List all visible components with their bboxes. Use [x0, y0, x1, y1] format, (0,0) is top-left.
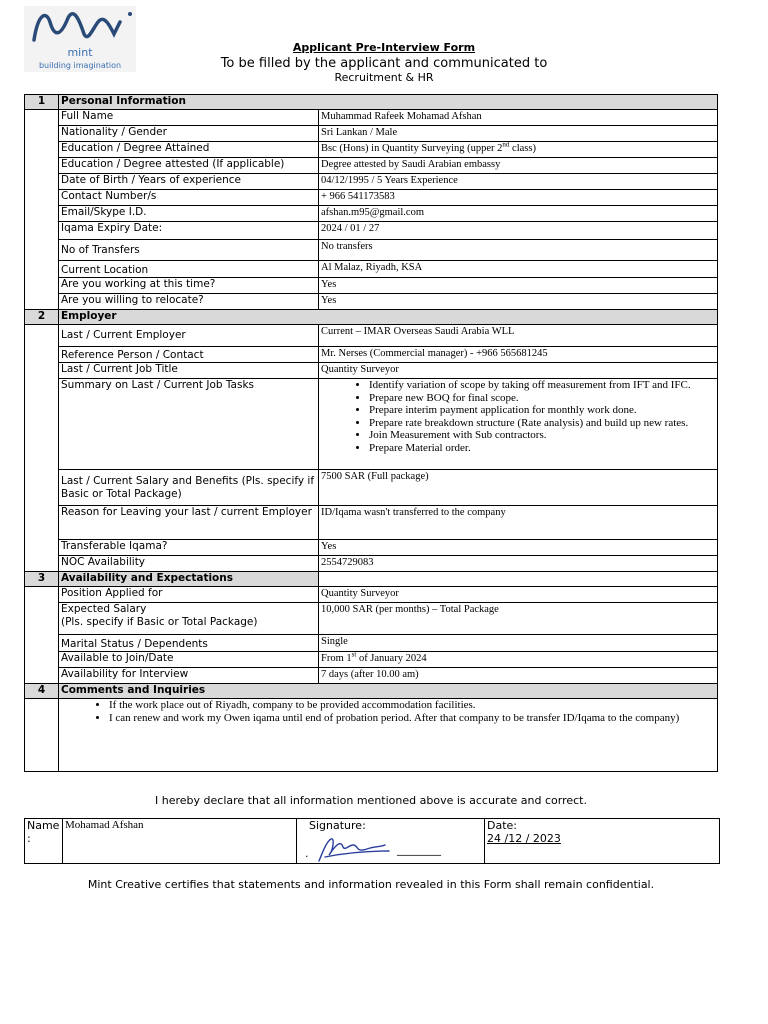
logo-tagline: building imagination — [38, 61, 122, 70]
row-join — [25, 652, 718, 668]
date-label: Date: — [487, 819, 517, 832]
company-logo — [24, 6, 136, 72]
date-cell — [485, 819, 720, 864]
value-salary[interactable]: 7500 SAR (Full package) — [319, 470, 718, 506]
list-item: • Join Measurement with Sub contractors. — [369, 429, 715, 442]
row-noc — [25, 556, 718, 572]
logo-name: mint — [67, 46, 93, 59]
row-relocate — [25, 294, 718, 310]
value-marital[interactable]: Single — [319, 635, 718, 652]
label-reason: Reason for Leaving your last / current Employer — [59, 506, 319, 540]
value-reason[interactable]: ID/Iqama wasn't transferred to the company — [319, 506, 718, 540]
value-position[interactable]: Quantity Surveyor — [319, 587, 718, 603]
value-interview[interactable]: 7 days (after 10.00 am) — [319, 668, 718, 684]
row-salary — [25, 470, 718, 506]
value-working[interactable]: Yes — [319, 278, 718, 294]
list-item: • Prepare Material order. — [369, 442, 715, 455]
form-subtitle-2: Recruitment & HR — [334, 71, 434, 84]
name-colon: : — [27, 832, 31, 845]
value-location[interactable]: Al Malaz, Riyadh, KSA — [319, 261, 718, 278]
label-email: Email/Skype I.D. — [59, 206, 319, 222]
value-job-title[interactable]: Quantity Surveyor — [319, 363, 718, 379]
label-last-employer: Last / Current Employer — [59, 325, 319, 347]
label-noc: NOC Availability — [59, 556, 319, 572]
label-interview: Availability for Interview — [59, 668, 319, 684]
value-transferable[interactable]: Yes — [319, 540, 718, 556]
label-position: Position Applied for — [59, 587, 319, 603]
list-item: • Prepare interim payment application for monthly work done. — [369, 404, 715, 417]
name-value[interactable]: Mohamad Afshan — [63, 819, 297, 864]
label-nationality: Nationality / Gender — [59, 126, 319, 142]
section-title: Employer — [59, 310, 718, 325]
section-employer-header — [25, 310, 718, 325]
label-salary: Last / Current Salary and Benefits (Pls. specify if Basic or Total Package) — [59, 470, 319, 506]
section-title: Comments and Inquiries — [59, 684, 718, 699]
row-job-tasks — [25, 379, 718, 470]
value-iqama-expiry[interactable]: 2024 / 01 / 27 — [319, 222, 718, 240]
form-title: Applicant Pre-Interview Form — [292, 41, 476, 54]
value-dob[interactable]: 04/12/1995 / 5 Years Experience — [319, 174, 718, 190]
section-personal-header — [25, 95, 718, 110]
value-transfers[interactable]: No transfers — [319, 240, 718, 261]
label-expected-salary — [59, 603, 319, 635]
value-degree-attested[interactable]: Degree attested by Saudi Arabian embassy — [319, 158, 718, 174]
section-availability-header — [25, 572, 718, 587]
row-nationality — [25, 126, 718, 142]
confidentiality-text: Mint Creative certifies that statements and information revealed in this Form shall remain confidential. — [87, 878, 655, 891]
value-job-tasks[interactable] — [319, 379, 718, 470]
section-number: 1 — [25, 95, 59, 110]
list-item: • Identify variation of scope by taking off measurement from IFT and IFC. — [369, 379, 715, 392]
value-noc[interactable]: 2554729083 — [319, 556, 718, 572]
value-email[interactable]: afshan.m95@gmail.com — [319, 206, 718, 222]
list-item: • Prepare rate breakdown structure (Rate analysis) and build up new rates. — [369, 417, 715, 430]
pre-interview-form-table — [24, 94, 718, 772]
row-iqama-expiry — [25, 222, 718, 240]
row-email — [25, 206, 718, 222]
value-relocate[interactable]: Yes — [319, 294, 718, 310]
label-expected-salary-line1: Expected Salary — [61, 603, 147, 615]
label-reference: Reference Person / Contact — [59, 347, 319, 363]
label-dob: Date of Birth / Years of experience — [59, 174, 319, 190]
value-join-main: From 1 — [321, 653, 352, 664]
row-interview — [25, 668, 718, 684]
value-join-tail: of January 2024 — [356, 653, 427, 664]
form-subtitle: To be filled by the applicant and communicated to — [220, 56, 548, 71]
row-education — [25, 142, 718, 158]
value-full-name[interactable]: Muhammad Rafeek Mohamad Afshan — [319, 110, 718, 126]
section-title: Availability and Expectations — [59, 572, 319, 587]
label-degree-attested: Education / Degree attested (If applicable) — [59, 158, 319, 174]
section-title: Personal Information — [59, 95, 718, 110]
row-expected-salary — [25, 603, 718, 635]
value-education-main: Bsc (Hons) in Quantity Surveying (upper 2 — [321, 143, 503, 154]
name-label-cell — [25, 819, 63, 864]
row-working — [25, 278, 718, 294]
row-marital — [25, 635, 718, 652]
handwritten-signature-icon — [315, 833, 395, 863]
row-last-employer — [25, 325, 718, 347]
row-position — [25, 587, 718, 603]
row-contact — [25, 190, 718, 206]
row-dob — [25, 174, 718, 190]
label-join: Available to Join/Date — [59, 652, 319, 668]
row-degree-attested — [25, 158, 718, 174]
label-job-tasks: Summary on Last / Current Job Tasks — [59, 379, 319, 470]
value-comments[interactable] — [59, 699, 718, 772]
declaration-text: I hereby declare that all information mentioned above is accurate and correct. — [155, 794, 587, 807]
signature-line: ________ — [397, 843, 441, 856]
value-nationality[interactable]: Sri Lankan / Male — [319, 126, 718, 142]
value-reference[interactable]: Mr. Nerses (Commercial manager) - +966 565681245 — [319, 347, 718, 363]
label-expected-salary-line2: (Pls. specify if Basic or Total Package) — [61, 616, 258, 628]
label-job-title: Last / Current Job Title — [59, 363, 319, 379]
date-value[interactable]: 24 /12 / 2023 — [487, 832, 561, 845]
list-item: • If the work place out of Riyadh, company to be provided accommodation facilities. — [109, 699, 715, 712]
section-number: 3 — [25, 572, 59, 587]
signature-cell[interactable] — [297, 819, 485, 864]
comments-list — [61, 699, 715, 724]
value-education-sup: nd — [502, 141, 510, 149]
row-reason — [25, 506, 718, 540]
row-location — [25, 261, 718, 278]
value-education[interactable] — [319, 142, 718, 158]
list-item: • I can renew and work my Owen iqama until end of probation period. After that company to be transfer ID/Iqama to the company) — [109, 712, 715, 725]
list-item: • Prepare new BOQ for final scope. — [369, 392, 715, 405]
signature-table — [24, 818, 720, 864]
label-education: Education / Degree Attained — [59, 142, 319, 158]
row-transfers — [25, 240, 718, 261]
section-number: 2 — [25, 310, 59, 325]
label-transfers: No of Transfers — [59, 240, 319, 261]
mint-wave-icon — [28, 8, 132, 46]
label-working: Are you working at this time? — [59, 278, 319, 294]
signature-label: Signature: — [309, 819, 366, 832]
label-location: Current Location — [59, 261, 319, 278]
value-education-tail: class) — [509, 143, 536, 154]
value-join[interactable] — [319, 652, 718, 668]
row-comments — [25, 699, 718, 772]
label-relocate: Are you willing to relocate? — [59, 294, 319, 310]
value-expected-salary[interactable]: 10,000 SAR (per months) – Total Package — [319, 603, 718, 635]
label-full-name: Full Name — [59, 110, 319, 126]
row-transferable — [25, 540, 718, 556]
row-full-name — [25, 110, 718, 126]
label-marital: Marital Status / Dependents — [59, 635, 319, 652]
signature-dot: . — [305, 847, 309, 860]
label-transferable: Transferable Iqama? — [59, 540, 319, 556]
value-last-employer[interactable]: Current – IMAR Overseas Saudi Arabia WLL — [319, 325, 718, 347]
row-job-title — [25, 363, 718, 379]
label-contact: Contact Number/s — [59, 190, 319, 206]
value-join-sup: st — [351, 651, 357, 659]
row-reference — [25, 347, 718, 363]
job-tasks-list — [321, 379, 715, 454]
label-iqama-expiry: Iqama Expiry Date: — [59, 222, 319, 240]
section-comments-header — [25, 684, 718, 699]
section-number: 4 — [25, 684, 59, 699]
name-label: Name — [27, 819, 60, 832]
value-contact[interactable]: + 966 541173583 — [319, 190, 718, 206]
